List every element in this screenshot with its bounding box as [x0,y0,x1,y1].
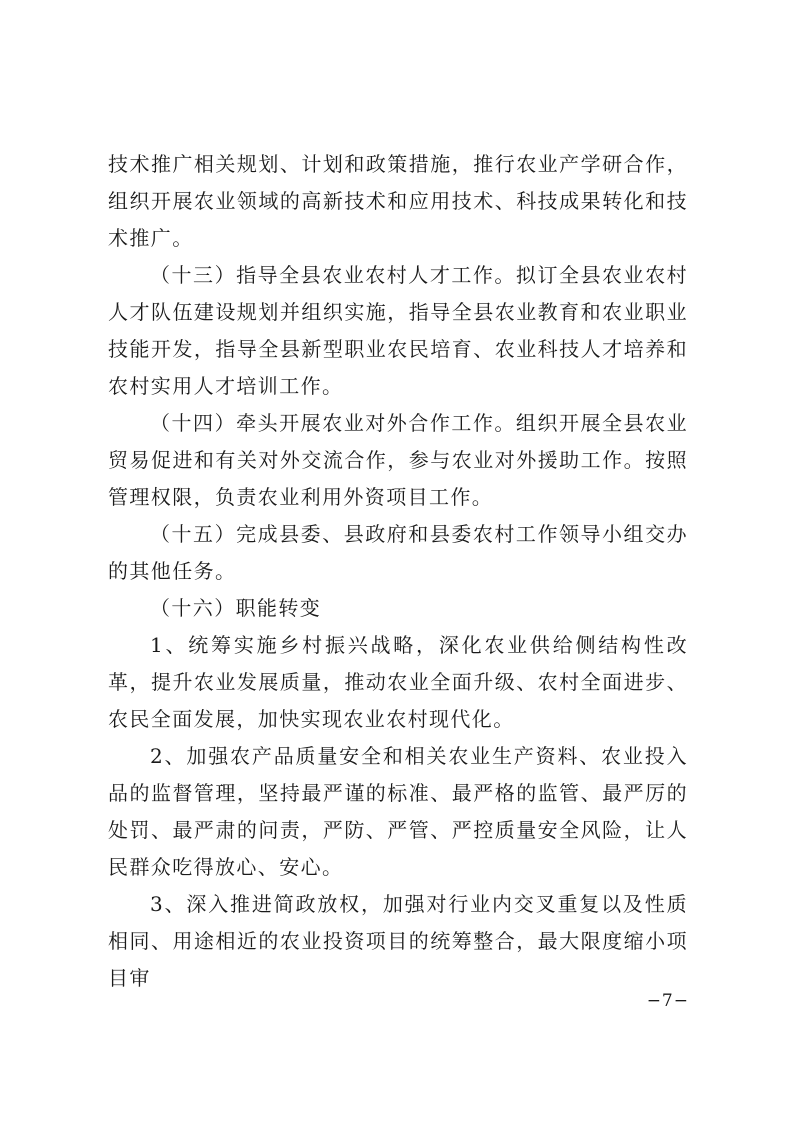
paragraph-continued: 技术推广相关规划、计划和政策措施，推行农业产学研合作，组织开展农业领域的高新技术和应用技术、科技成果转化和技术推广。 [108,152,688,250]
paragraph-subitem-2: 2、加强农产品质量安全和相关农业生产资料、农业投入品的监督管理，坚持最严谨的标准、最严格的监管、最严厉的处罚、最严肃的问责，严防、严管、严控质量安全风险，让人民群众吃得放心、安心。 [108,744,688,879]
paragraph-item-16-heading: （十六）职能转变 [150,596,322,620]
paragraph-item-13: （十三）指导全县农业农村人才工作。拟订全县农业农村人才队伍建设规划并组织实施，指导全县农业教育和农业职业技能开发，指导全县新型职业农民培育、农业科技人才培养和农村实用人才培训工作。 [108,263,688,398]
paragraph-subitem-1: 1、统筹实施乡村振兴战略，深化农业供给侧结构性改革，提升农业发展质量，推动农业全面升级、农村全面进步、农民全面发展，加快实现农业农村现代化。 [108,633,688,731]
body-text [108,146,688,997]
paragraph-subitem-3: 3、深入推进简政放权，加强对行业内交叉重复以及性质相同、用途相近的农业投资项目的统筹整合，最大限度缩小项目审 [108,892,688,990]
paragraph-item-14: （十四）牵头开展农业对外合作工作。组织开展全县农业贸易促进和有关对外交流合作，参与农业对外援助工作。按照管理权限，负责农业利用外资项目工作。 [108,411,688,509]
paragraph-item-15: （十五）完成县委、县政府和县委农村工作领导小组交办的其他任务。 [108,522,688,583]
page-number: −7− [646,991,689,1011]
